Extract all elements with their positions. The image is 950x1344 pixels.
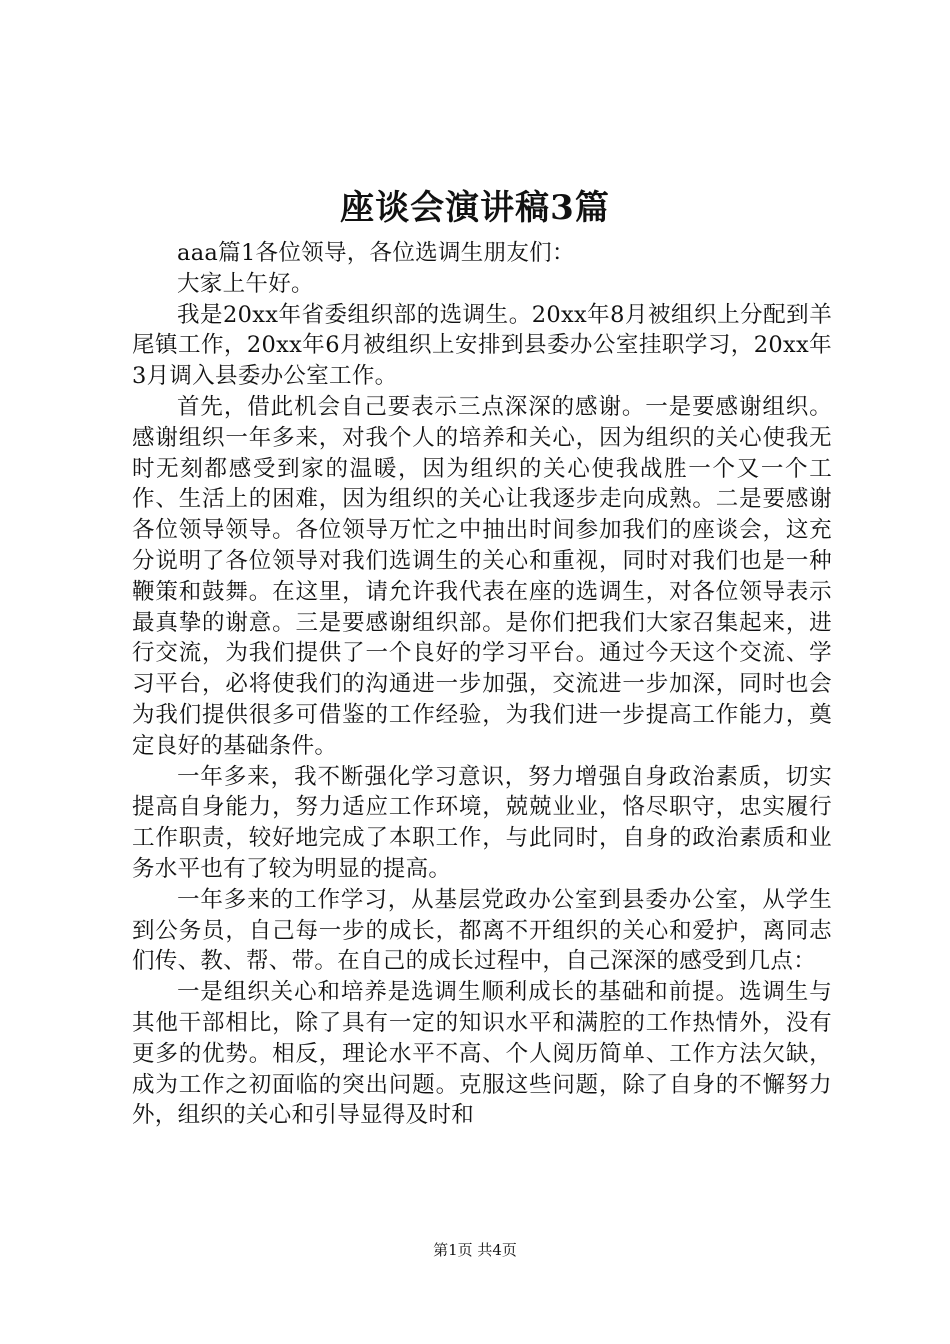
document-title: 座谈会演讲稿3篇 [340,188,610,228]
paragraph-thanks: 首先，借此机会自己要表示三点深深的感谢。一是要感谢组织。感谢组织一年多来，对我个人的培养和关心，因为组织的关心使我无时无刻都感受到家的温暖，因为组织的关心使我战胜一个又一个工作、生活上的困难，因为组织的关心让我逐步走向成熟。二是要感谢各位领导领导。各位领导万忙之中抽出时间参加我们的座谈会，这充分说明了各位领导对我们选调生的关心和重视，同时对我们也是一种鞭策和鼓舞。在这里，请允许我代表在座的选调生，对各位领导表示最真挚的谢意。三是要感谢组织部。是你们把我们大家召集起来，进行交流，为我们提供了一个良好的学习平台。通过今天这个交流、学习平台，必将使我们的沟通进一步加强，交流进一步加深，同时也会为我们提供很多可借鉴的工作经验，为我们进一步提高工作能力，奠定良好的基础条件。 [132,393,832,759]
paragraph-salutation: aaa篇1各位领导，各位选调生朋友们： [177,240,575,266]
page-footer: 第1页 共4页 [433,1241,517,1259]
paragraph-introduction: 我是20xx年省委组织部的选调生。20xx年8月被组织上分配到羊尾镇工作，20xx年6月被组织上安排到县委办公室挂职学习，20xx年3月调入县委办公室工作。 [132,301,832,390]
paragraph-greeting: 大家上午好。 [177,270,314,297]
paragraph-point-one: 一是组织关心和培养是选调生顺利成长的基础和前提。选调生与其他干部相比，除了具有一定的知识水平和满腔的工作热情外，没有更多的优势。相反，理论水平不高、个人阅历简单、工作方法欠缺，成为工作之初面临的突出问题。克服这些问题，除了自身的不懈努力外，组织的关心和引导显得及时和 [132,979,832,1129]
paragraph-growth: 一年多来的工作学习，从基层党政办公室到县委办公室，从学生到公务员，自己每一步的成长，都离不开组织的关心和爱护，离同志们传、教、帮、带。在自己的成长过程中，自己深深的感受到几点： [132,886,832,975]
paragraph-work-summary: 一年多来，我不断强化学习意识，努力增强自身政治素质，切实提高自身能力，努力适应工作环境，兢兢业业，恪尽职守，忠实履行工作职责，较好地完成了本职工作，与此同时，自身的政治素质和业务水平也有了较为明显的提高。 [132,763,832,882]
document-body [132,238,832,1131]
